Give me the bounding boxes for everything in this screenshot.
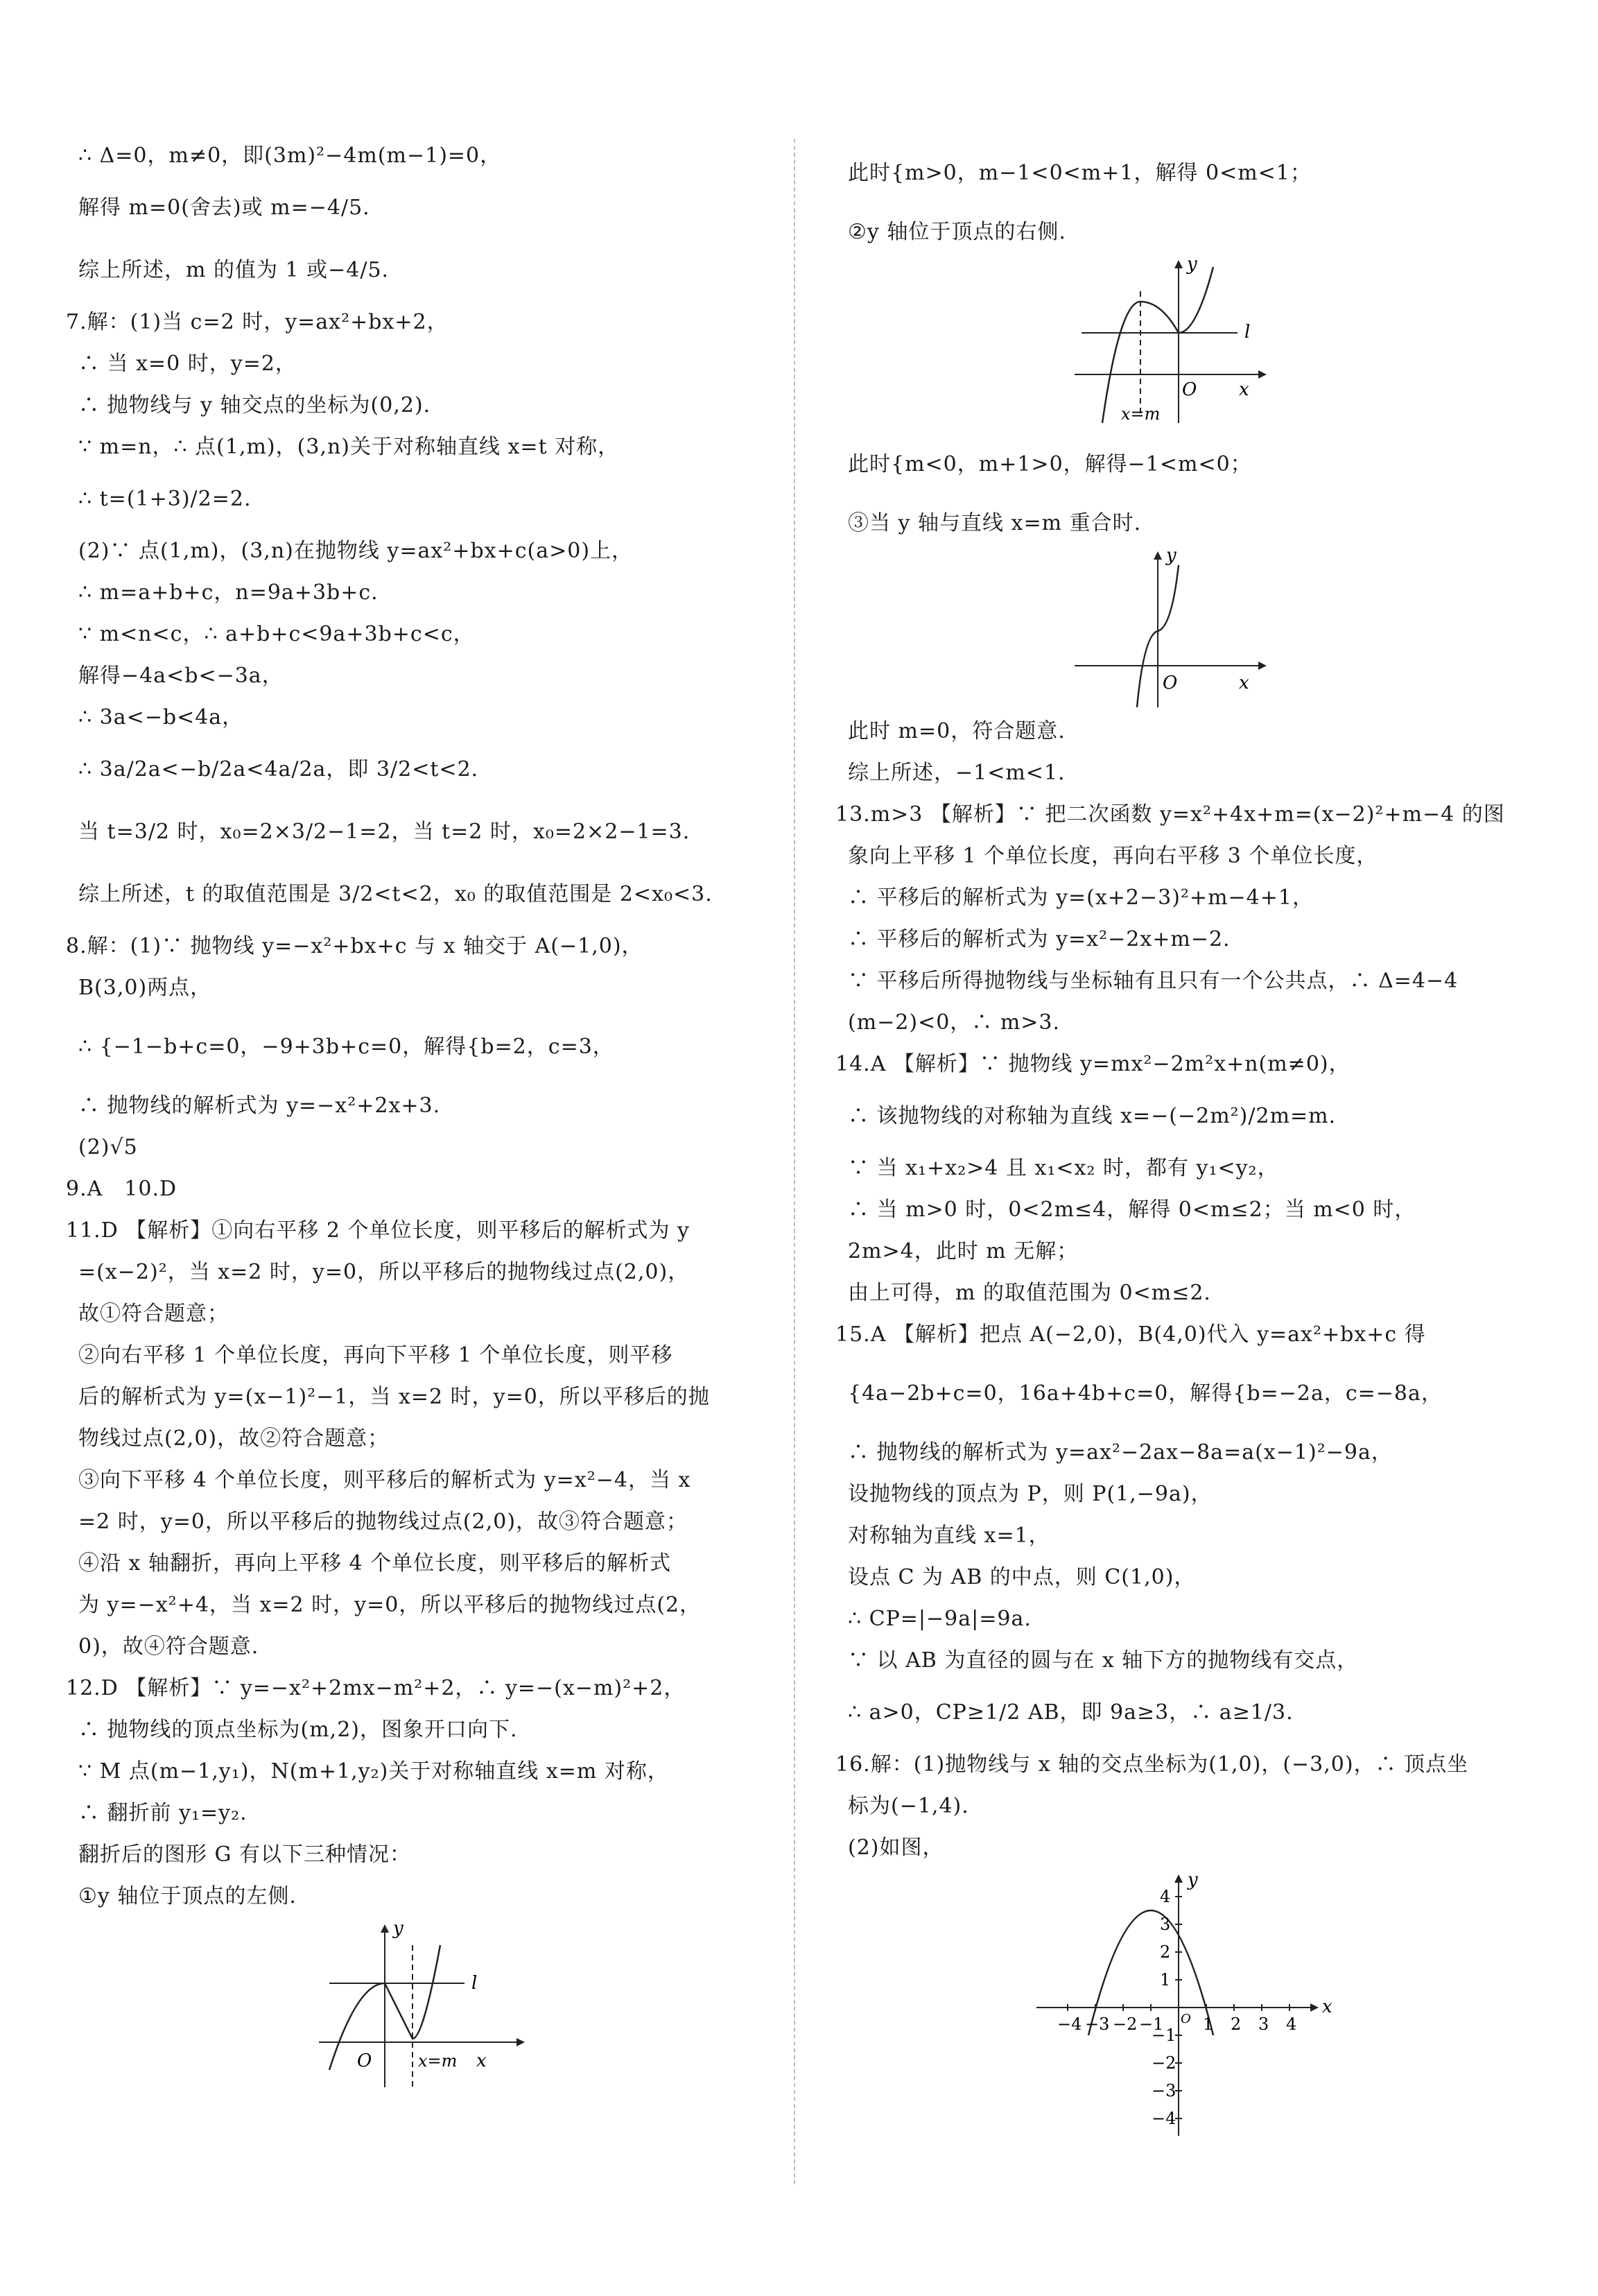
- figure-case-3: [1071, 544, 1293, 711]
- text-line: 由上可得，m 的取值范围为 0<m≤2.: [848, 1281, 1211, 1305]
- text-line: 综上所述，m 的值为 1 或−4/5.: [78, 258, 390, 282]
- axis-label: y: [393, 1918, 403, 1939]
- text-line: 15.A 【解析】把点 A(−2,0)，B(4,0)代入 y=ax²+bx+c 得: [835, 1322, 1426, 1347]
- figure-parabola-graph: [1023, 1869, 1348, 2139]
- text-line: ∴ 该抛物线的对称轴为直线 x=−(−2m²)/2m=m.: [848, 1104, 1337, 1128]
- text-line: =2 时，y=0，所以平移后的抛物线过点(2,0)，故③符合题意；: [78, 1510, 688, 1534]
- axis-label: x: [1322, 1996, 1332, 2017]
- text-line: 设抛物线的顶点为 P，则 P(1,−9a)，: [848, 1482, 1213, 1506]
- text-line: ∴ CP=|−9a|=9a.: [848, 1607, 1032, 1631]
- text-line: ∴ 抛物线的顶点坐标为(m,2)，图象开口向下.: [78, 1718, 518, 1742]
- axis-label: y: [1187, 254, 1197, 275]
- text-line: 综上所述，−1<m<1.: [848, 761, 1066, 785]
- y-tick-label: −4: [1152, 2109, 1176, 2128]
- text-line: ∴ 抛物线的解析式为 y=ax²−2ax−8a=a(x−1)²−9a，: [848, 1440, 1393, 1465]
- text-line: ∵ M 点(m−1,y₁)，N(m+1,y₂)关于对称轴直线 x=m 对称，: [78, 1759, 669, 1784]
- text-line: 对称轴为直线 x=1，: [848, 1524, 1050, 1548]
- text-line: 11.D 【解析】①向右平移 2 个单位长度，则平移后的解析式为 y: [66, 1218, 690, 1243]
- figure-case-1: [315, 1917, 537, 2091]
- text-line: 解得 m=0(舍去)或 m=−4/5.: [78, 196, 370, 220]
- x-tick-label: −2: [1113, 2014, 1138, 2034]
- y-tick-label: −2: [1152, 2053, 1176, 2073]
- graph-y-left-of-vertex: [315, 1917, 537, 2091]
- text-line: ∴ 平移后的解析式为 y=(x+2−3)²+m−4+1，: [848, 886, 1314, 910]
- text-line: (2)如图，: [848, 1836, 944, 1860]
- text-line: ∴ a>0，CP≥1/2 AB，即 9a≥3，∴ a≥1/3.: [848, 1700, 1294, 1725]
- text-line: B(3,0)两点，: [78, 976, 212, 1000]
- y-tick-label: 1: [1160, 1970, 1171, 1989]
- text-line: 为 y=−x²+4，当 x=2 时，y=0，所以平移后的抛物线过点(2，: [78, 1593, 702, 1617]
- x-tick-label: 3: [1258, 2014, 1269, 2034]
- text-line: 当 t=3/2 时，x₀=2×3/2−1=2，当 t=2 时，x₀=2×2−1=3.: [78, 820, 691, 844]
- axis-label: y: [1188, 1870, 1198, 1890]
- x-tick-label: 2: [1231, 2014, 1242, 2034]
- text-line: 解得−4a<b<−3a，: [78, 664, 284, 688]
- x-tick-label: 4: [1286, 2014, 1297, 2034]
- text-line: 综上所述，t 的取值范围是 3/2<t<2，x₀ 的取值范围是 2<x₀<3.: [78, 882, 713, 906]
- text-line: (m−2)<0，∴ m>3.: [848, 1010, 1061, 1035]
- text-line: ∵ m=n，∴ 点(1,m)，(3,n)关于对称轴直线 x=t 对称，: [78, 435, 620, 459]
- figure-case-2: [1071, 253, 1293, 426]
- y-tick-label: −1: [1152, 2026, 1176, 2045]
- text-line: 故①符合题意；: [78, 1302, 229, 1326]
- text-line: 物线过点(2,0)，故②符合题意；: [78, 1426, 390, 1451]
- text-line: ∴ 当 m>0 时，0<2m≤4，解得 0<m≤2；当 m<0 时，: [848, 1198, 1416, 1222]
- text-line: ∵ 以 AB 为直径的圆与在 x 轴下方的抛物线有交点，: [848, 1648, 1359, 1673]
- text-line: ∴ 抛物线的解析式为 y=−x²+2x+3.: [78, 1094, 441, 1118]
- line-label: l: [1244, 322, 1251, 343]
- origin-label: O: [1181, 2012, 1191, 2026]
- text-line: ∴ 翻折前 y₁=y₂.: [78, 1801, 247, 1825]
- text-line: {4a−2b+c=0，16a+4b+c=0，解得{b=−2a，c=−8a，: [848, 1381, 1443, 1406]
- y-tick-label: 4: [1160, 1887, 1171, 1906]
- text-line: 翻折后的图形 G 有以下三种情况：: [78, 1842, 412, 1867]
- text-line: 16.解：(1)抛物线与 x 轴的交点坐标为(1,0)，(−3,0)，∴ 顶点坐: [835, 1752, 1469, 1777]
- text-line: 8.解：(1)∵ 抛物线 y=−x²+bx+c 与 x 轴交于 A(−1,0)，: [66, 934, 643, 958]
- text-line: 此时{m<0，m+1>0，解得−1<m<0；: [848, 452, 1252, 476]
- text-line: ∴ 3a/2a<−b/2a<4a/2a，即 3/2<t<2.: [78, 757, 479, 782]
- text-line: 9.A 10.D: [66, 1177, 177, 1201]
- text-line: 13.m>3 【解析】∵ 把二次函数 y=x²+4x+m=(x−2)²+m−4 的图: [835, 802, 1505, 827]
- text-line: 7.解：(1)当 c=2 时，y=ax²+bx+2，: [66, 310, 449, 334]
- text-line: ②y 轴位于顶点的右侧.: [848, 220, 1066, 244]
- graph-y-axis-at-vertex: [1071, 544, 1293, 711]
- text-line: ∵ 平移后所得抛物线与坐标轴有且只有一个公共点，∴ Δ=4−4: [848, 969, 1459, 993]
- text-line: (2)∵ 点(1,m)，(3,n)在抛物线 y=ax²+bx+c(a>0)上，: [78, 539, 634, 563]
- text-line: ∴ 抛物线与 y 轴交点的坐标为(0,2).: [78, 393, 431, 417]
- text-line: 12.D 【解析】∵ y=−x²+2mx−m²+2，∴ y=−(x−m)²+2，: [66, 1676, 686, 1700]
- text-line: ④沿 x 轴翻折，再向上平移 4 个单位长度，则平移后的解析式: [78, 1551, 672, 1576]
- text-line: ∵ m<n<c，∴ a+b+c<9a+3b+c<c，: [78, 622, 475, 646]
- axis-label: x: [476, 2051, 487, 2071]
- line-label: l: [471, 1973, 478, 1994]
- text-line: =(x−2)²，当 x=2 时，y=0，所以平移后的抛物线过点(2,0)，: [78, 1260, 690, 1284]
- text-line: ③向下平移 4 个单位长度，则平移后的解析式为 y=x²−4，当 x: [78, 1468, 691, 1492]
- text-line: (2)√5: [78, 1135, 138, 1159]
- text-line: 标为(−1,4).: [848, 1794, 969, 1818]
- line-label: x=m: [1121, 404, 1161, 424]
- parabola-graph: [1023, 1869, 1348, 2139]
- text-line: ∴ {−1−b+c=0，−9+3b+c=0，解得{b=2，c=3，: [78, 1035, 614, 1059]
- column-divider: [794, 139, 795, 2184]
- x-tick-label: −4: [1057, 2014, 1082, 2034]
- text-line: 2m>4，此时 m 无解；: [848, 1239, 1079, 1263]
- origin-label: O: [1182, 379, 1197, 400]
- right-column: [835, 135, 1529, 2139]
- text-line: ∴ 当 x=0 时，y=2，: [78, 352, 297, 376]
- text-line: 14.A 【解析】∵ 抛物线 y=mx²−2m²x+n(m≠0)，: [835, 1052, 1351, 1076]
- text-line: 设点 C 为 AB 的中点，则 C(1,0)，: [848, 1565, 1196, 1589]
- axis-label: x: [1239, 379, 1249, 400]
- text-line: ∴ Δ=0，m≠0，即(3m)²−4m(m−1)=0，: [78, 144, 502, 168]
- text-line: ②向右平移 1 个单位长度，再向下平移 1 个单位长度，则平移: [78, 1343, 673, 1367]
- axis-label: y: [1166, 545, 1176, 566]
- axis-label: x: [1239, 673, 1249, 693]
- left-column: [66, 135, 759, 2091]
- x-tick-label: −1: [1139, 2014, 1164, 2034]
- origin-label: O: [357, 2051, 372, 2071]
- text-line: ∴ m=a+b+c，n=9a+3b+c.: [78, 580, 379, 605]
- text-line: ③当 y 轴与直线 x=m 重合时.: [848, 511, 1142, 535]
- text-line: 后的解析式为 y=(x−1)²−1，当 x=2 时，y=0，所以平移后的抛: [78, 1385, 710, 1409]
- text-line: ∵ 当 x₁+x₂>4 且 x₁<x₂ 时，都有 y₁<y₂，: [848, 1156, 1279, 1180]
- y-tick-label: 2: [1160, 1942, 1171, 1962]
- x-tick-label: −3: [1085, 2014, 1110, 2034]
- text-line: ∴ 3a<−b<4a，: [78, 705, 244, 730]
- text-line: ∴ 平移后的解析式为 y=x²−2x+m−2.: [848, 927, 1231, 951]
- text-line: ①y 轴位于顶点的左侧.: [78, 1884, 297, 1908]
- y-tick-label: 3: [1160, 1915, 1171, 1934]
- y-tick-label: −3: [1152, 2081, 1176, 2100]
- text-line: 此时{m>0，m−1<0<m+1，解得 0<m<1；: [848, 161, 1312, 185]
- text-line: 此时 m=0，符合题意.: [848, 719, 1066, 743]
- origin-label: O: [1163, 673, 1178, 693]
- text-line: 象向上平移 1 个单位长度，再向右平移 3 个单位长度，: [848, 844, 1378, 868]
- line-label: x=m: [418, 2051, 458, 2071]
- text-line: 0)，故④符合题意.: [78, 1634, 259, 1659]
- x-tick-label: 1: [1203, 2014, 1214, 2034]
- text-line: ∴ t=(1+3)/2=2.: [78, 487, 252, 511]
- graph-y-right-of-vertex: [1071, 253, 1293, 426]
